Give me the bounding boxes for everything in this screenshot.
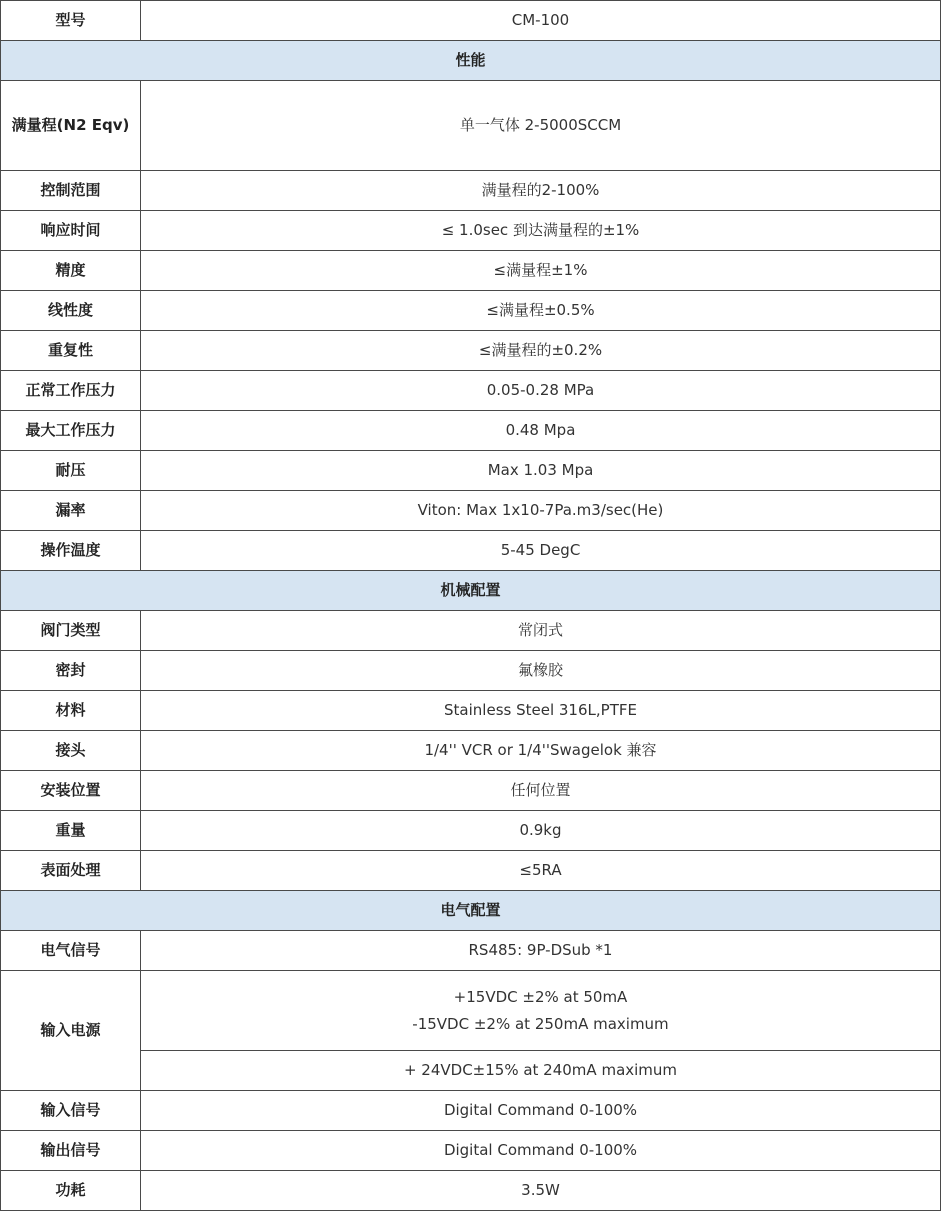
- row-value: ≤5RA: [141, 851, 941, 891]
- row-label: 表面处理: [1, 851, 141, 891]
- row-label: 材料: [1, 691, 141, 731]
- row-value-power-option-2: + 24VDC±15% at 240mA maximum: [141, 1051, 941, 1091]
- table-row: [1, 451, 941, 491]
- table-row: [1, 411, 941, 451]
- table-row: [1, 1051, 941, 1091]
- row-value: 3.5W: [141, 1171, 941, 1211]
- row-value: 5-45 DegC: [141, 531, 941, 571]
- table-row: [1, 171, 941, 211]
- row-label: 操作温度: [1, 531, 141, 571]
- section-header-row: [1, 571, 941, 611]
- table-row: [1, 1, 941, 41]
- section-header-row: [1, 41, 941, 81]
- table-row: [1, 81, 941, 171]
- section-header-electrical: 电气配置: [1, 891, 941, 931]
- power-option-1-line-1: +15VDC ±2% at 50mA: [453, 987, 628, 1006]
- table-row: [1, 1171, 941, 1211]
- row-value: Digital Command 0-100%: [141, 1131, 941, 1171]
- table-row: [1, 531, 941, 571]
- row-value: Max 1.03 Mpa: [141, 451, 941, 491]
- row-label: 功耗: [1, 1171, 141, 1211]
- row-value: 0.48 Mpa: [141, 411, 941, 451]
- table-row: [1, 971, 941, 1051]
- table-row: [1, 1091, 941, 1131]
- section-header-row: [1, 891, 941, 931]
- table-row: [1, 291, 941, 331]
- row-label: 输入信号: [1, 1091, 141, 1131]
- row-label: 满量程(N2 Eqv): [1, 81, 141, 171]
- row-label: 安装位置: [1, 771, 141, 811]
- table-row: [1, 611, 941, 651]
- row-label: 接头: [1, 731, 141, 771]
- row-value: Digital Command 0-100%: [141, 1091, 941, 1131]
- table-row: [1, 771, 941, 811]
- row-value: Viton: Max 1x10-7Pa.m3/sec(He): [141, 491, 941, 531]
- row-label: 电气信号: [1, 931, 141, 971]
- row-label: 输入电源: [1, 971, 141, 1091]
- table-row: [1, 811, 941, 851]
- row-value: 单一气体 2-5000SCCM: [141, 81, 941, 171]
- row-label: 线性度: [1, 291, 141, 331]
- row-value-power-option-1: [141, 971, 941, 1051]
- row-value: ≤ 1.0sec 到达满量程的±1%: [141, 211, 941, 251]
- row-value: CM-100: [141, 1, 941, 41]
- row-value: 常闭式: [141, 611, 941, 651]
- row-value: 氟橡胶: [141, 651, 941, 691]
- row-label: 控制范围: [1, 171, 141, 211]
- table-row: [1, 1131, 941, 1171]
- table-row: [1, 651, 941, 691]
- row-value: ≤满量程±0.5%: [141, 291, 941, 331]
- table-row: [1, 371, 941, 411]
- table-row: [1, 731, 941, 771]
- row-label: 耐压: [1, 451, 141, 491]
- row-label: 漏率: [1, 491, 141, 531]
- row-value: Stainless Steel 316L,PTFE: [141, 691, 941, 731]
- section-header-performance: 性能: [1, 41, 941, 81]
- row-label: 重复性: [1, 331, 141, 371]
- row-value: ≤满量程的±0.2%: [141, 331, 941, 371]
- row-value: RS485: 9P-DSub *1: [141, 931, 941, 971]
- power-option-1-line-2: -15VDC ±2% at 250mA maximum: [412, 1014, 669, 1033]
- table-row: [1, 251, 941, 291]
- row-label: 密封: [1, 651, 141, 691]
- row-value: 0.05-0.28 MPa: [141, 371, 941, 411]
- row-label: 精度: [1, 251, 141, 291]
- row-value: 任何位置: [141, 771, 941, 811]
- table-row: [1, 691, 941, 731]
- table-row: [1, 331, 941, 371]
- table-row: [1, 491, 941, 531]
- table-row: [1, 211, 941, 251]
- row-label: 正常工作压力: [1, 371, 141, 411]
- row-value: ≤满量程±1%: [141, 251, 941, 291]
- table-row: [1, 851, 941, 891]
- table-row: [1, 931, 941, 971]
- row-label: 响应时间: [1, 211, 141, 251]
- row-label: 阀门类型: [1, 611, 141, 651]
- row-value: 0.9kg: [141, 811, 941, 851]
- row-label: 最大工作压力: [1, 411, 141, 451]
- row-value: 1/4'' VCR or 1/4''Swagelok 兼容: [141, 731, 941, 771]
- row-label: 输出信号: [1, 1131, 141, 1171]
- row-value: 满量程的2-100%: [141, 171, 941, 211]
- section-header-mechanical: 机械配置: [1, 571, 941, 611]
- row-label: 重量: [1, 811, 141, 851]
- row-label: 型号: [1, 1, 141, 41]
